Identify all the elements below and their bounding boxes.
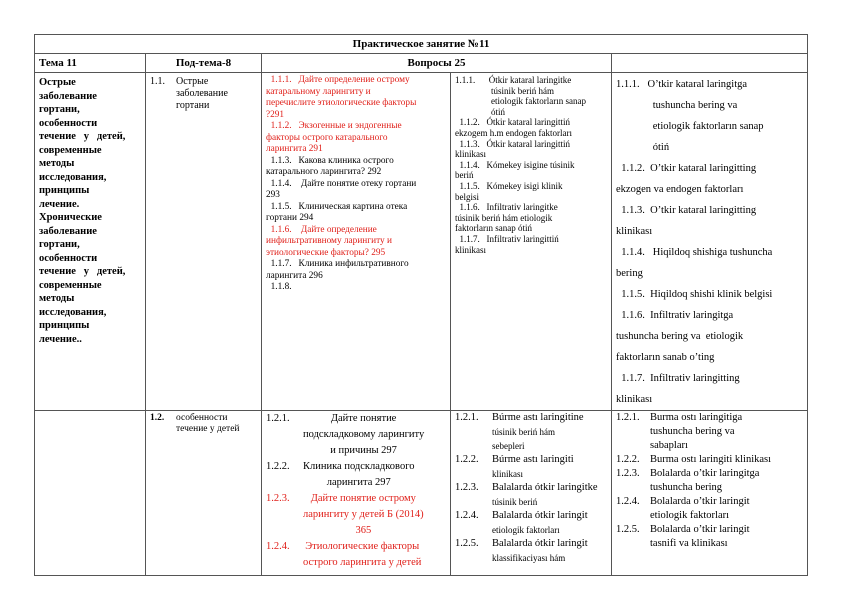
question-number: 1.2.2.	[616, 454, 640, 465]
subtopic-cell	[146, 73, 262, 411]
subtopic-line: гортани	[176, 100, 210, 111]
question-number: 1.2.3.	[455, 482, 479, 493]
question-item	[616, 411, 803, 453]
questions-uz-cell	[612, 73, 808, 411]
question-number: 1.2.1.	[455, 412, 479, 423]
lesson-table	[34, 34, 808, 576]
topic-line: современные	[39, 144, 102, 156]
topic-line: гортани,	[39, 104, 80, 115]
question-line: инфильтративному ларингиту и	[266, 236, 392, 246]
topic-line: принципы	[39, 185, 90, 196]
question-line: 1.1.2. O’tkir kataral laringitting	[616, 163, 757, 174]
topic-cell	[35, 73, 146, 411]
question-number: 1.2.2.	[266, 461, 290, 472]
question-line: 1.1.3. O’tkir kataral laringitting	[616, 205, 757, 216]
topic-line: течение у детей,	[39, 131, 126, 142]
question-line: 1.1.2. Экзогенные и эндогенные	[266, 121, 402, 131]
question-line: 1.1.1. Ótkir kataral laringitke	[455, 75, 572, 85]
question-text: Burma ostı laringiti klinikası	[650, 454, 772, 465]
question-line: belgisi	[455, 191, 479, 202]
question-item	[455, 537, 607, 565]
question-number: 1.2.4.	[616, 496, 640, 507]
question-line: ?291	[266, 109, 285, 120]
question-line: faktorların sanap ótiń	[455, 223, 532, 234]
questions-kk-cell	[451, 73, 612, 411]
question-text: Burma ostı laringitiga tushuncha bering va sabapları	[650, 412, 743, 451]
question-line: гортани 294	[266, 213, 314, 223]
topic-line: гортани,	[39, 239, 80, 250]
questions-ru	[262, 73, 450, 294]
questions-header: Вопросы 25	[262, 54, 612, 73]
question-line: 293	[266, 190, 280, 200]
question-text: Búrme astı laringitine túsinik beriń hám sebepleri	[492, 412, 584, 451]
question-line: faktorların sanab o’ting	[616, 352, 715, 363]
topic-cell-empty	[35, 411, 146, 576]
page-title: Практическое занятие №11	[35, 35, 808, 54]
topic-line: исследования,	[39, 306, 107, 318]
question-number: 1.2.5.	[616, 524, 640, 535]
topic-line: заболевание	[39, 90, 97, 102]
question-text: Дайте понятие острому ларингиту у детей Б (2014) 365	[303, 493, 424, 536]
question-line: 1.1.4. Hiqildoq shishiga tushuncha	[616, 247, 773, 258]
question-line: 1.1.4. Kómekey isigine túsinik	[455, 159, 575, 170]
question-item	[455, 411, 607, 453]
question-line: ekzogen va endogen faktorları	[616, 184, 744, 195]
topic-line: особенности	[39, 252, 98, 264]
question-number: 1.2.5.	[455, 538, 479, 549]
question-line: ótiń	[616, 142, 670, 153]
topic-header: Тема 11	[35, 54, 146, 73]
topic-line: методы	[39, 293, 75, 304]
subtopic-text-2	[176, 413, 240, 435]
question-text: Búrme astı laringiti klinikası	[492, 454, 574, 479]
question-line: túsinik beriń hám etiologik	[455, 212, 553, 223]
question-line: klinikası	[616, 226, 653, 237]
question-line: 1.1.4. Дайте понятие отеку гортани	[266, 178, 417, 189]
topic-text	[35, 73, 145, 346]
question-line: 1.1.7. Клиника инфильтративного	[266, 259, 409, 269]
question-text: Balalarda ótkir laringit klassifikaciyası hám	[492, 538, 588, 563]
question-line: 1.1.5. Kómekey isigi klinik	[455, 180, 563, 191]
question-line: ларингита 296	[266, 270, 323, 281]
question-line: 1.1.6. Infiltrativ laringitga	[616, 310, 734, 321]
question-line: tushuncha bering va	[616, 100, 738, 111]
question-text: Bolalarda o’tkir laringit etiologik faktorları	[650, 496, 750, 521]
question-line: ótiń	[455, 106, 506, 117]
question-item	[616, 453, 803, 467]
question-line: этиологические факторы? 295	[266, 247, 386, 258]
topic-line: принципы	[39, 320, 90, 331]
question-line: 1.1.1. Дайте определение острому	[266, 75, 410, 85]
question-line: 1.1.5. Клиническая картина отека	[266, 201, 408, 212]
question-line: beriń	[455, 170, 474, 181]
question-line: tushuncha bering va etiologik	[616, 331, 744, 342]
header-blank	[612, 54, 808, 73]
topic-line: Хронические	[39, 212, 102, 223]
questions-uz	[612, 73, 807, 410]
question-line: klinikası	[616, 394, 653, 405]
question-text: Bolalarda o’tkir laringitga tushuncha bering	[650, 468, 760, 493]
question-line: 1.1.3. Какова клиника острого	[266, 155, 394, 166]
question-line: 1.1.1. O’tkir kataral laringitga	[616, 79, 748, 90]
question-line: 1.1.5. Hiqildoq shishi klinik belgisi	[616, 289, 773, 300]
question-item	[455, 481, 607, 509]
questions-uz-cell-2	[612, 411, 808, 576]
questions-kk-2	[451, 411, 611, 565]
questions-uz-2	[612, 411, 807, 551]
question-text: Дайте понятие подскладковому ларингиту и причины 297	[303, 413, 425, 456]
question-line: klinikası	[455, 149, 486, 160]
topic-line: исследования,	[39, 171, 107, 183]
question-line: klinikası	[455, 244, 486, 255]
subtopic-line: течение у детей	[176, 424, 240, 434]
question-line: 1.1.6. Infiltrativ laringitke	[455, 202, 558, 213]
subtopic-line: особенности	[176, 413, 228, 423]
question-item	[266, 491, 446, 539]
question-line: катарального ларингита? 292	[266, 167, 382, 177]
question-line: etiologik faktorların sanap	[455, 96, 586, 107]
question-line: перечислите этиологические факторы	[266, 98, 417, 108]
question-number: 1.2.4.	[455, 510, 479, 521]
question-item	[616, 467, 803, 495]
subtopic-cell-2	[146, 411, 262, 576]
topic-line: особенности	[39, 117, 98, 129]
question-item	[455, 453, 607, 481]
question-line: etiologik faktorların sanap	[616, 121, 764, 132]
questions-ru-2	[262, 411, 450, 571]
question-number: 1.2.2.	[455, 454, 479, 465]
questions-ru-cell-2	[262, 411, 451, 576]
question-line: ларингита 291	[266, 144, 323, 154]
topic-line: лечение..	[39, 333, 82, 345]
subtopic-line: заболевание	[176, 88, 228, 99]
question-line: 1.1.7. Infiltrativ laringittiń	[455, 233, 559, 244]
question-text: Balalarda ótkir laringitke túsinik beriń	[492, 482, 598, 507]
subtopic-number: 1.1.	[150, 76, 165, 87]
topic-line: лечение.	[39, 198, 80, 210]
topic-line: течение у детей,	[39, 266, 126, 277]
question-line: bering	[616, 268, 643, 279]
question-text: Этиологические факторы острого ларингита у детей	[303, 541, 422, 568]
question-line: 1.1.6. Дайте определение	[266, 224, 377, 235]
question-number: 1.2.1.	[266, 413, 290, 424]
question-line: факторы острого катарального	[266, 132, 388, 143]
question-line: 1.1.8.	[266, 282, 292, 292]
question-item	[266, 539, 446, 571]
question-line: ekzogem h.m endogen faktorları	[455, 127, 572, 138]
subtopic-header: Под-тема-8	[146, 54, 262, 73]
question-item	[616, 523, 803, 551]
question-item	[455, 509, 607, 537]
topic-line: методы	[39, 158, 75, 169]
question-number: 1.2.4.	[266, 541, 290, 552]
subtopic-line: Острые	[176, 76, 209, 87]
question-line: túsinik beriń hám	[455, 85, 554, 96]
question-text: Balalarda ótkir laringit etiologik faktorları	[492, 510, 588, 535]
topic-line: современные	[39, 279, 102, 291]
question-line: 1.1.2. Ótkir kataral laringittiń	[455, 117, 570, 128]
question-line: 1.1.3. Ótkir kataral laringittiń	[455, 138, 570, 149]
topic-line: Острые	[39, 77, 76, 88]
subtopic-number-2: 1.2.	[150, 413, 165, 423]
question-number: 1.2.3.	[266, 493, 290, 504]
topic-line: заболевание	[39, 225, 97, 237]
questions-ru-cell	[262, 73, 451, 411]
question-item	[266, 459, 446, 491]
questions-kk	[451, 73, 611, 255]
question-text: Клиника подскладкового ларингита 297	[303, 461, 415, 488]
question-line: 1.1.7. Infiltrativ laringitting	[616, 373, 740, 384]
questions-kk-cell-2	[451, 411, 612, 576]
question-item	[266, 411, 446, 459]
question-number: 1.2.3.	[616, 468, 640, 479]
question-item	[616, 495, 803, 523]
question-text: Bolalarda o’tkir laringit tasnifi va klinikası	[650, 524, 750, 549]
question-number: 1.2.1.	[616, 412, 640, 423]
subtopic-text	[176, 76, 228, 112]
question-line: катаральному ларингиту и	[266, 86, 371, 97]
